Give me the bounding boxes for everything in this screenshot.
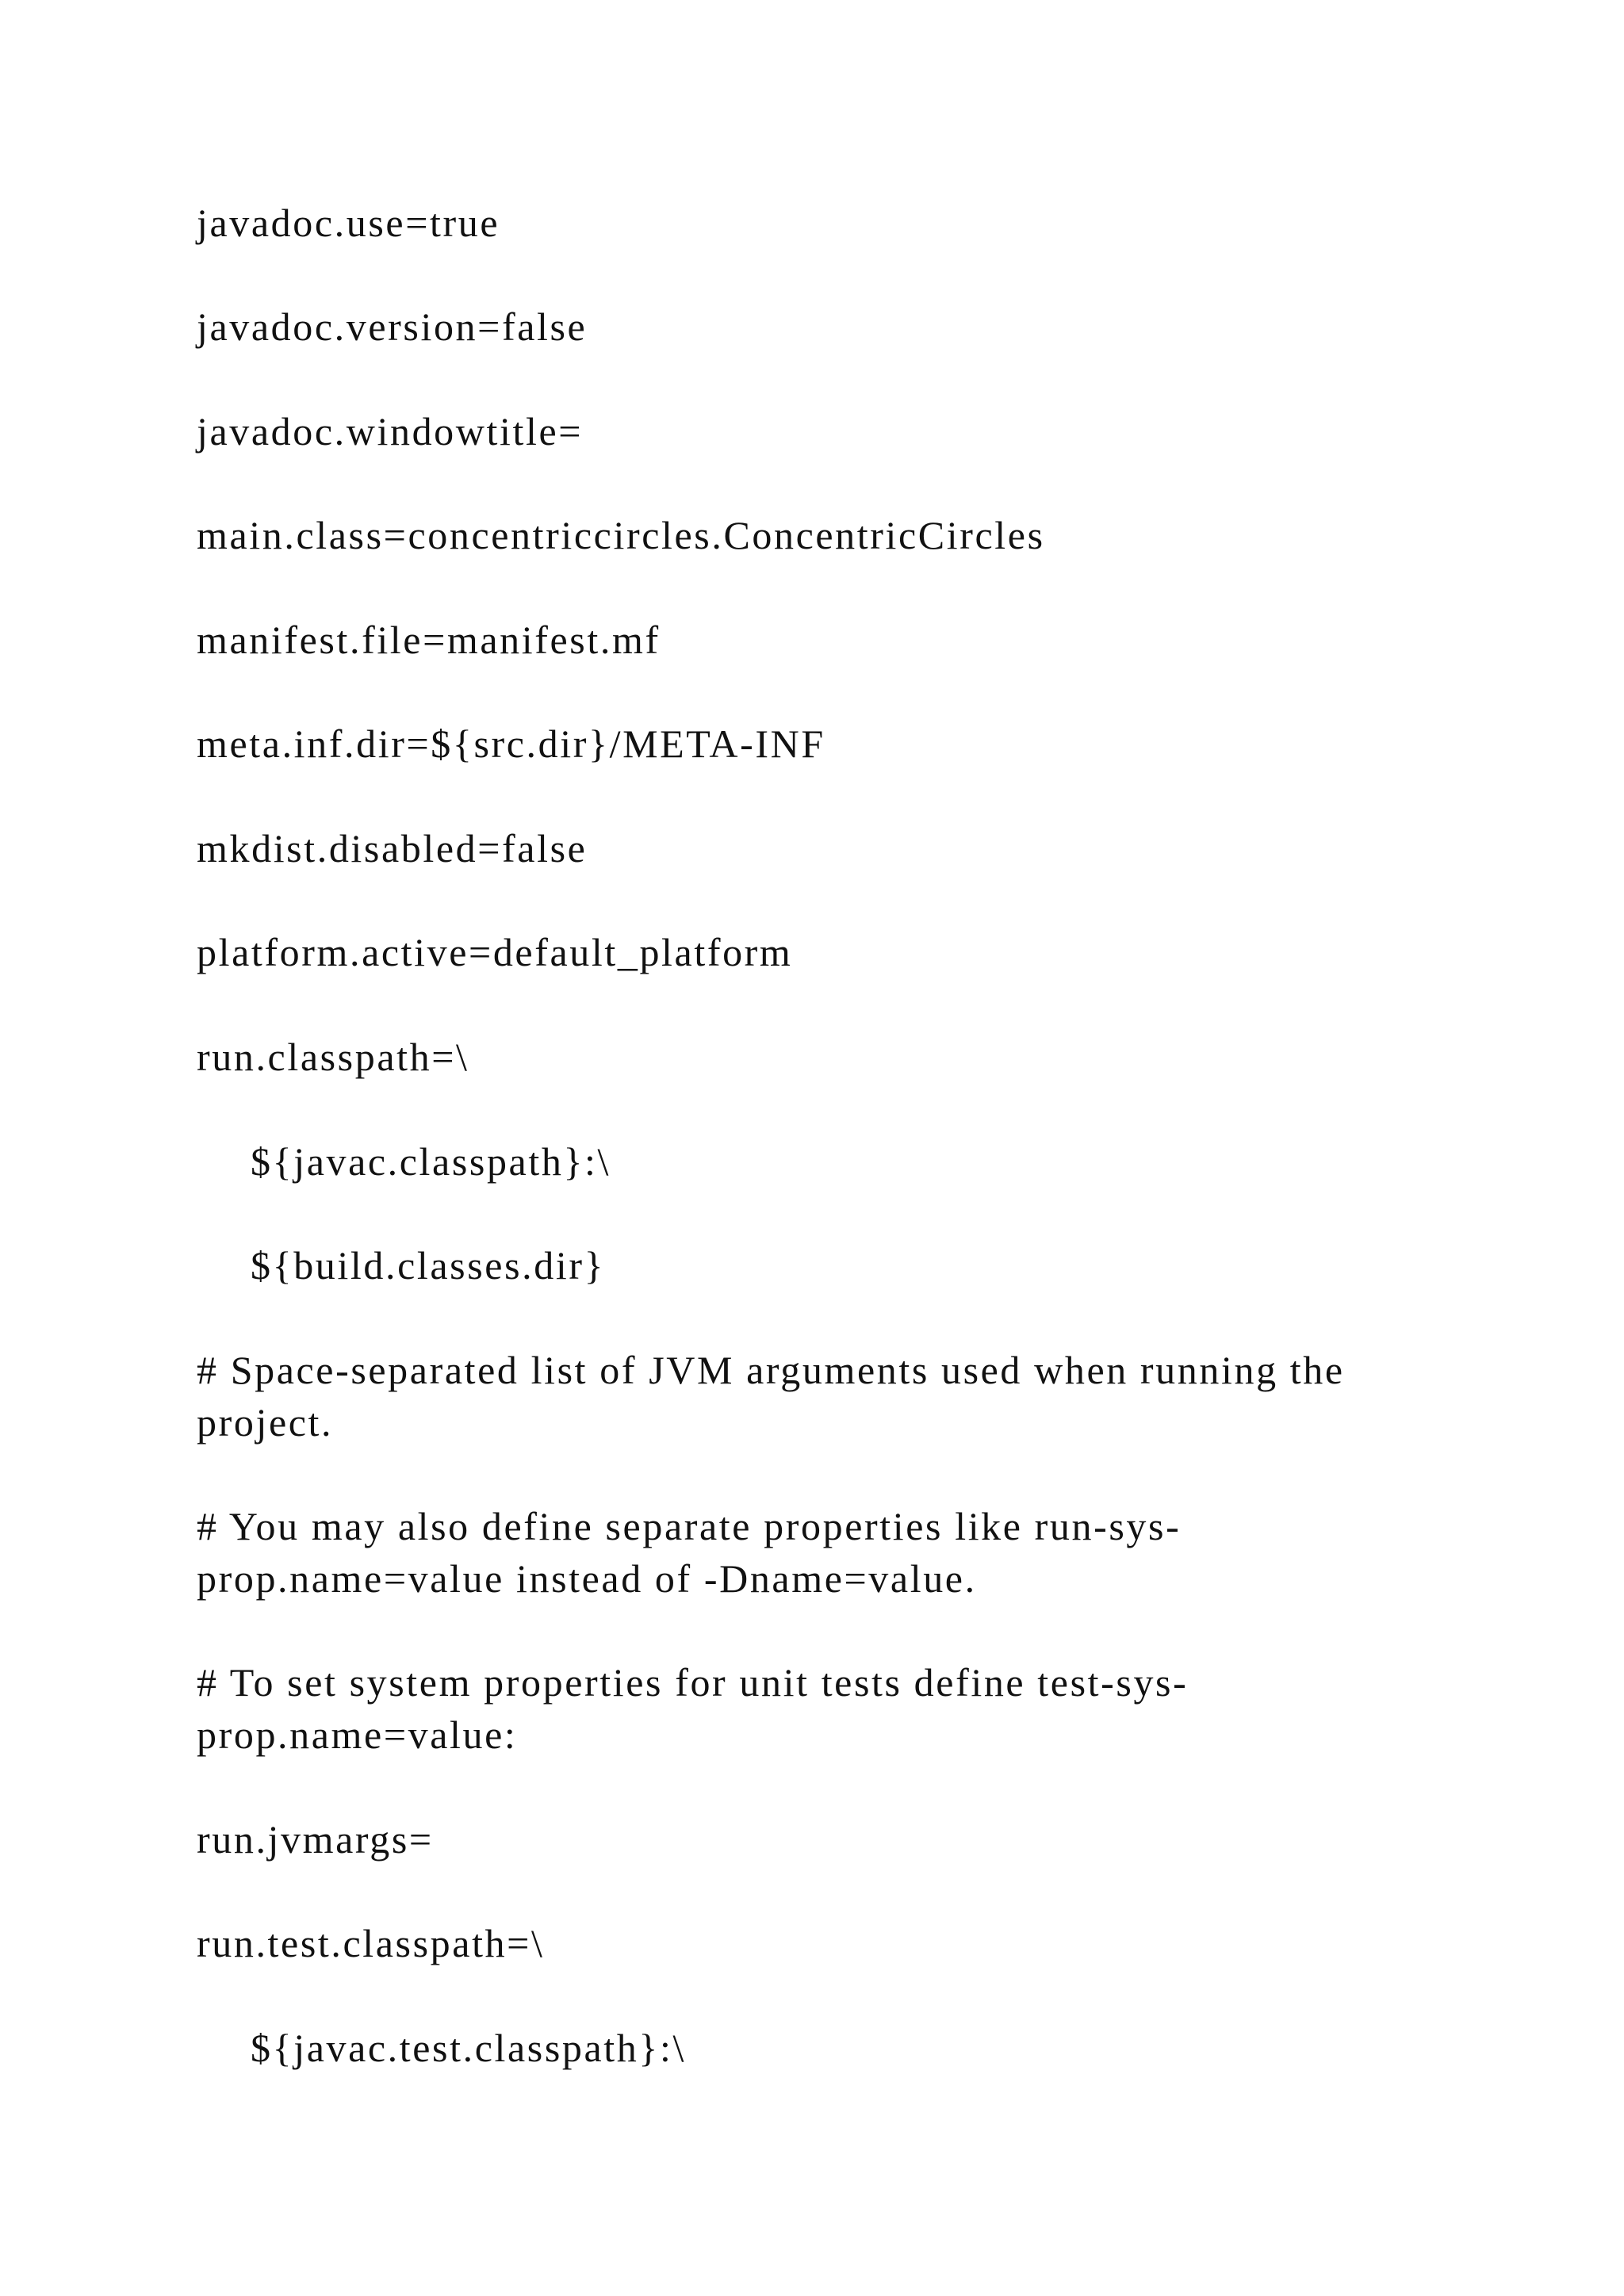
- comment-line: project.: [197, 1400, 334, 1445]
- property-line: run.jvmargs=: [197, 1817, 434, 1862]
- continuation-line: ${build.classes.dir}: [251, 1243, 606, 1288]
- property-line: mkdist.disabled=false: [197, 826, 588, 871]
- property-line: manifest.file=manifest.mf: [197, 618, 661, 662]
- property-line: meta.inf.dir=${src.dir}/META-INF: [197, 721, 825, 766]
- continuation-line: ${javac.test.classpath}:\: [251, 2026, 686, 2070]
- property-line: run.classpath=\: [197, 1035, 469, 1079]
- property-line: main.class=concentriccircles.ConcentricCircles: [197, 513, 1045, 557]
- comment-line: # To set system properties for unit tests define test-sys-: [197, 1660, 1189, 1705]
- property-line: javadoc.windowtitle=: [197, 409, 584, 453]
- property-line: platform.active=default_platform: [197, 930, 793, 974]
- comment-line: prop.name=value:: [197, 1712, 518, 1757]
- property-line: run.test.classpath=\: [197, 1921, 545, 1965]
- comment-line: # Space-separated list of JVM arguments used when running the: [197, 1348, 1345, 1392]
- comment-line: # You may also define separate properties like run-sys-: [197, 1504, 1182, 1548]
- property-line: javadoc.use=true: [197, 201, 500, 245]
- comment-line: prop.name=value instead of -Dname=value.: [197, 1556, 977, 1601]
- continuation-line: ${javac.classpath}:\: [251, 1139, 611, 1184]
- property-line: javadoc.version=false: [197, 304, 588, 349]
